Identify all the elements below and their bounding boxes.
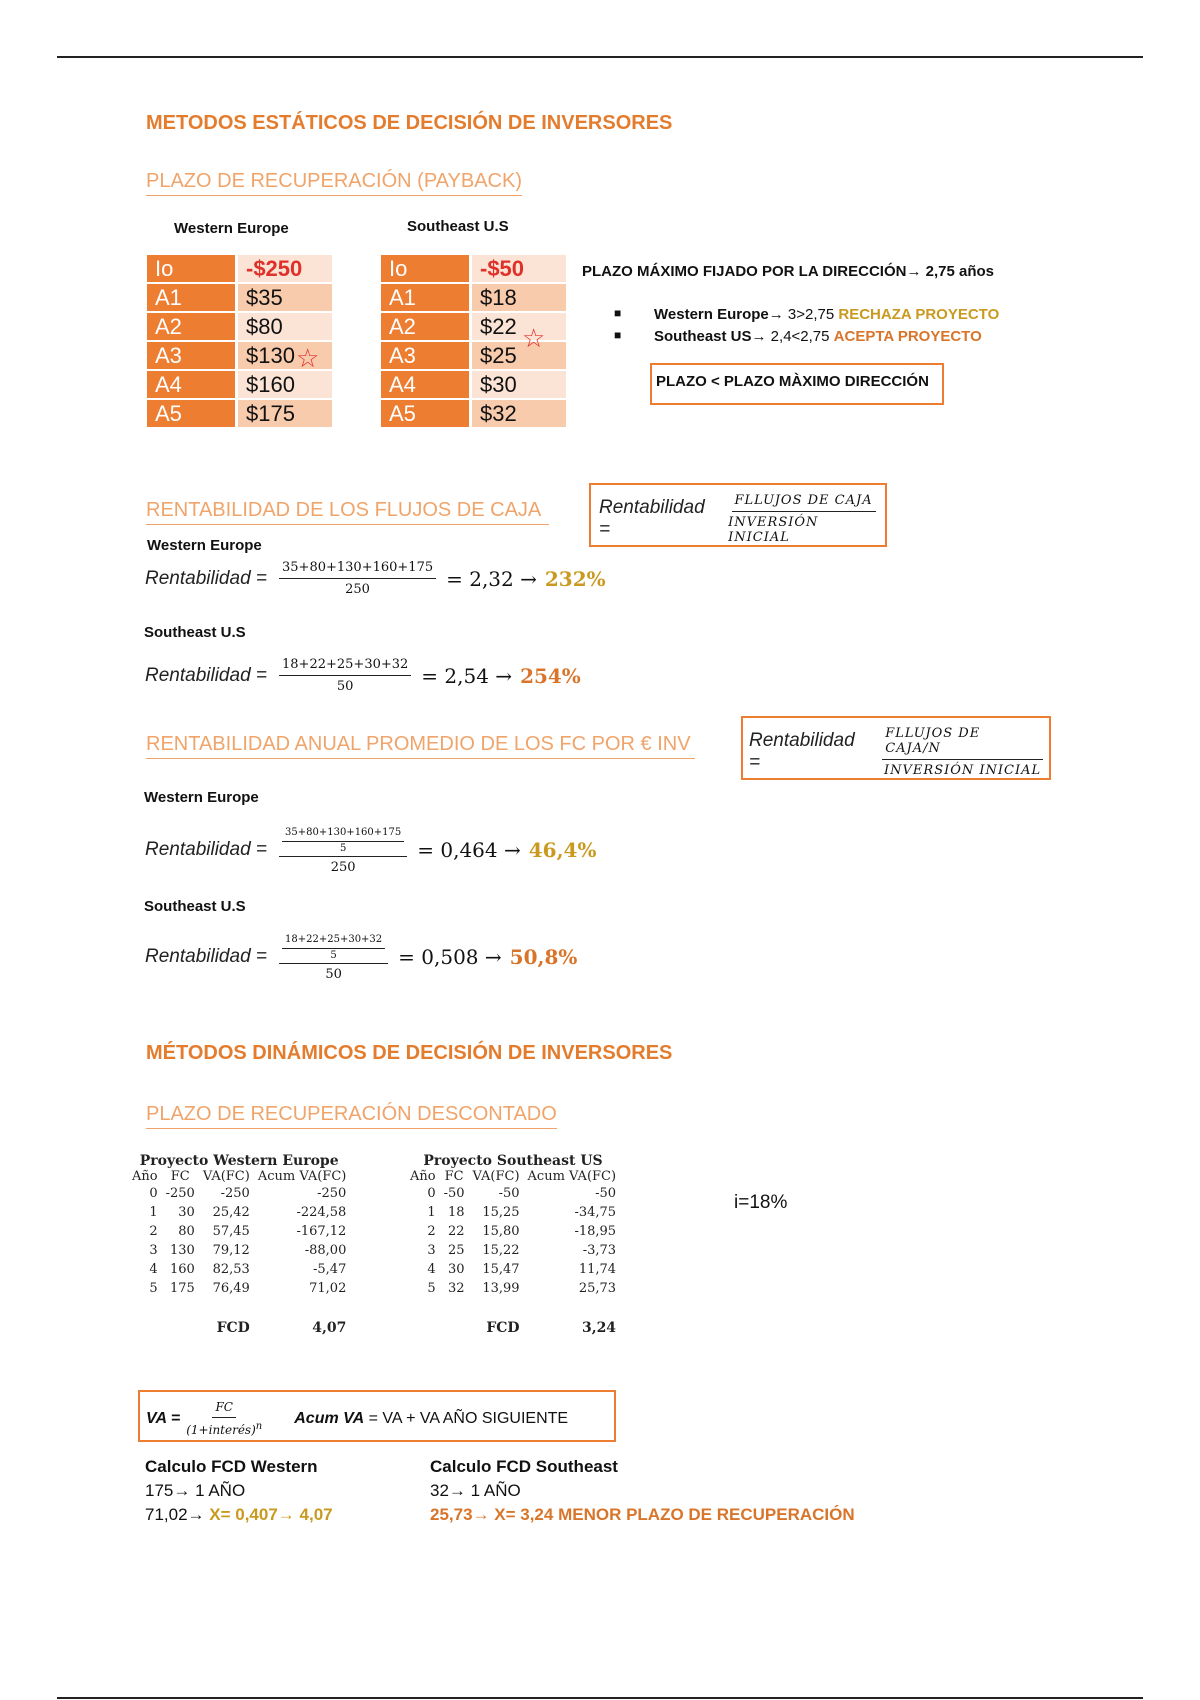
cell-value: $32 [472, 400, 566, 427]
discounted-payback-heading: PLAZO DE RECUPERACIÓN DESCONTADO [146, 1103, 557, 1129]
southeast-label: Southeast U.S [144, 624, 246, 641]
formula-southeast-annual-return: Rentabilidad = $\frac{\frac{18+22+25+30+32}{5}}{50}$ = 0,508 → 50,8% [145, 931, 577, 982]
cell-key: A2 [147, 313, 235, 340]
bottom-rule [57, 1697, 1143, 1699]
western-label: Western Europe [144, 789, 259, 806]
present-value-formula-box: VA = $\frac{FC}{(1+interés)^n}$ Acum VA = VA + VA AÑO SIGUIENTE [138, 1390, 616, 1442]
western-label: Western Europe [147, 537, 262, 554]
cell-key: Io [381, 255, 469, 282]
table-row: 2 22 15,80 -18,95 [427, 1224, 617, 1239]
table-row: 4 160 82,53 -5,47 [149, 1262, 347, 1277]
bullet-icon: ■ [614, 306, 622, 320]
cell-key: A3 [381, 342, 469, 369]
cell-value: $175 [238, 400, 332, 427]
table-row: 1 18 15,25 -34,75 [427, 1205, 617, 1220]
payback-table-western [144, 253, 335, 429]
cell-key: A3 [147, 342, 235, 369]
southeast-label: Southeast U.S [144, 898, 246, 915]
table-header: Año FC VA(FC) Acum VA(FC) [132, 1169, 347, 1184]
table-row: 0 -250 -250 -250 [149, 1186, 347, 1201]
cashflow-return-heading: RENTABILIDAD DE LOS FLUJOS DE CAJA [146, 499, 549, 525]
table-row [147, 255, 332, 282]
table-row [381, 400, 566, 427]
formula-southeast-return: Rentabilidad = $\frac{18+22+25+30+32}{50}$ = 2,54 → 254% [145, 657, 581, 694]
annual-return-definition: Rentabilidad = $\frac{\text{FLLUJOS DE CAJA/N}}{\text{INVERSIÓN INICIAL}}$ [741, 716, 1051, 780]
cell-value: $130 [238, 342, 332, 369]
max-term-note: PLAZO MÁXIMO FIJADO POR LA DIRECCIÓN→ 2,75 años [582, 263, 994, 280]
cell-key: A2 [381, 313, 469, 340]
payback-heading: PLAZO DE RECUPERACIÓN (PAYBACK) [146, 170, 522, 196]
discount-table-southeast [406, 1153, 620, 1336]
table-title: Proyecto Southeast US [423, 1153, 603, 1169]
cell-value: $30 [472, 371, 566, 398]
cell-key: A4 [381, 371, 469, 398]
interest-rate: i=18% [734, 1192, 788, 1213]
cell-key: A5 [381, 400, 469, 427]
table-label-southeast: Southeast U.S [407, 218, 509, 235]
cell-key: A5 [147, 400, 235, 427]
cell-value: $22 [472, 313, 566, 340]
cell-value: -$50 [472, 255, 566, 282]
cell-value: -$250 [238, 255, 332, 282]
dynamic-methods-title: MÉTODOS DINÁMICOS DE DECISIÓN DE INVERSORES [146, 1042, 673, 1064]
rule-box: PLAZO < PLAZO MÀXIMO DIRECCIÓN [650, 363, 944, 405]
annual-return-heading: RENTABILIDAD ANUAL PROMEDIO DE LOS FC POR € INV [146, 733, 695, 759]
bullet-icon: ■ [614, 328, 622, 342]
fcd-row: FCD 3,24 [486, 1320, 617, 1336]
cell-value: $80 [238, 313, 332, 340]
formula-western-annual-return: Rentabilidad = $\frac{\frac{35+80+130+160+175}{5}}{250}$ = 0,464 → 46,4% [145, 824, 596, 875]
cell-key: A1 [381, 284, 469, 311]
cell-key: A1 [147, 284, 235, 311]
table-row [147, 400, 332, 427]
table-row: 1 30 25,42 -224,58 [149, 1205, 347, 1220]
table-row: 3 130 79,12 -88,00 [149, 1243, 347, 1258]
star-icon: ☆ [296, 343, 320, 373]
fcd-row: FCD 4,07 [216, 1320, 347, 1336]
table-row [147, 313, 332, 340]
cell-key: Io [147, 255, 235, 282]
cell-value: $25 [472, 342, 566, 369]
table-row [147, 371, 332, 398]
table-row [381, 255, 566, 282]
table-row [147, 284, 332, 311]
cell-value: $160 [238, 371, 332, 398]
table-row [381, 371, 566, 398]
table-header: Año FC VA(FC) Acum VA(FC) [410, 1169, 617, 1184]
table-row: 0 -50 -50 -50 [427, 1186, 617, 1201]
cashflow-return-definition: Rentabilidad = $\frac{\text{FLLUJOS DE CAJA}}{\text{INVERSIÓN INICIAL}}$ [589, 483, 887, 547]
table-row: 5 175 76,49 71,02 [149, 1281, 347, 1296]
top-rule [57, 56, 1143, 58]
cell-value: $18 [472, 284, 566, 311]
star-icon: ☆ [522, 323, 546, 353]
table-row [381, 284, 566, 311]
static-methods-title: METODOS ESTÁTICOS DE DECISIÓN DE INVERSORES [146, 112, 673, 134]
bullet-western: ■ Western Europe→ 3>2,75 RECHAZA PROYECTO [614, 306, 1000, 323]
cell-key: A4 [147, 371, 235, 398]
discount-table-western [128, 1153, 350, 1336]
formula-western-return: Rentabilidad = $\frac{35+80+130+160+175}{250}$ = 2,32 → 232% [145, 560, 606, 597]
table-title: Proyecto Western Europe [139, 1153, 339, 1169]
cell-value: $35 [238, 284, 332, 311]
table-row: 4 30 15,47 11,74 [427, 1262, 617, 1277]
table-row: 3 25 15,22 -3,73 [427, 1243, 617, 1258]
table-label-western: Western Europe [174, 220, 289, 237]
table-row: 2 80 57,45 -167,12 [149, 1224, 347, 1239]
calc-southeast: Calculo FCD Southeast 32→ 1 AÑO 25,73→ X= 3,24 MENOR PLAZO DE RECUPERACIÓN [430, 1457, 855, 1524]
calc-western: Calculo FCD Western 175→ 1 AÑO 71,02→ X= 0,407→ 4,07 [145, 1457, 333, 1524]
bullet-southeast: ■ Southeast US→ 2,4<2,75 ACEPTA PROYECTO [614, 328, 982, 345]
table-row: 5 32 13,99 25,73 [427, 1281, 617, 1296]
